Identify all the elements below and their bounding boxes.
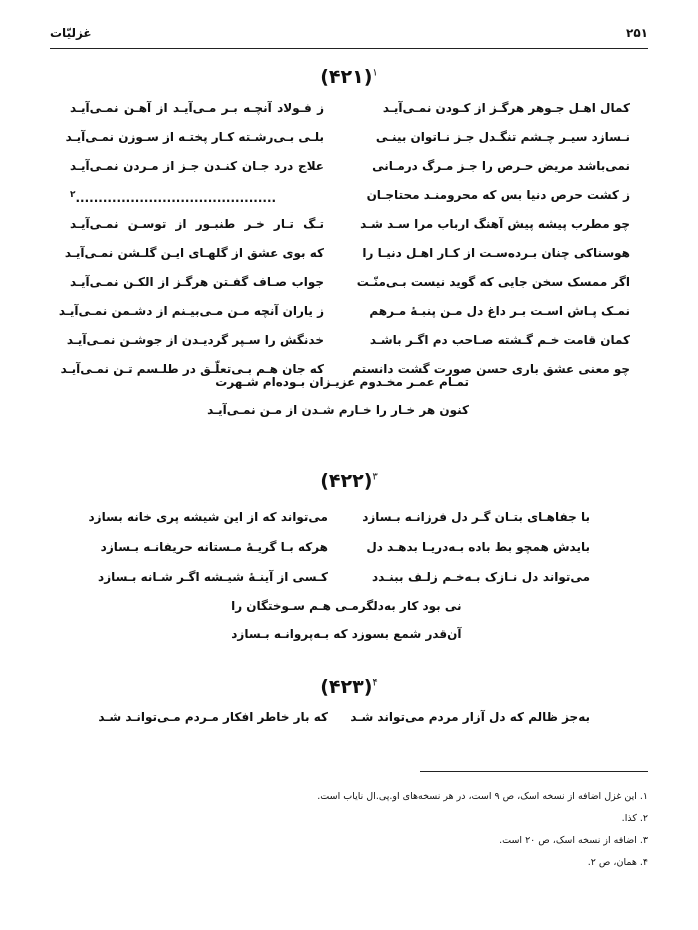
hemistich-right: ز کشت حرص دنیا بس که محرومنـد محتاجـان	[366, 188, 630, 202]
hemistich-left: که بار خاطر افکار مـردم مـی‌توانـد شـد	[98, 710, 328, 724]
footnote-mark: ۳	[372, 471, 378, 483]
hemistich-right: بایدش همچو بط باده بـه‌دریـا بدهـد دل	[366, 540, 590, 554]
closing-hemistich-2: کنون هر خـار را خـارم شـدن از مـن نمـی‌آیـد	[207, 403, 469, 417]
footnote: ۳. اضافه از نسخه اسک، ص ۲۰ است.	[499, 835, 648, 846]
footnotes	[50, 786, 648, 874]
hemistich-right: نمـک پـاش اسـت بـر داغ دل مـن پنبـهٔ مـرهم	[369, 304, 630, 318]
couplet	[66, 328, 630, 352]
ghazal-number: (۴۲۱)	[320, 66, 373, 88]
hemistich-left: ز فـولاد آنچـه بـر مـی‌آیـد از آهـن نمـی‌آیـد	[70, 101, 324, 115]
couplet	[65, 125, 630, 149]
hemistich-right: نمی‌باشد مریض حـرص را جـز مـرگ درمـانی	[372, 159, 630, 173]
hemistich-left: ز یاران آنچه مـن مـی‌بیـنم از دشـمن نمـی‌آیـد	[58, 304, 324, 318]
hemistich-right: چو معنی عشق باری حسن صورت گشت دانستم	[352, 362, 630, 376]
hemistich-left: تـگ تـار خـر طنبـور از توسـن نمـی‌آیـد	[70, 217, 324, 231]
footnote: ۴. همان، ص ۲.	[587, 857, 648, 868]
hemistich-left: که بوی عشق از گلهـای ایـن گلـشن نمـی‌آیـد	[64, 246, 324, 260]
closing-line	[0, 370, 698, 394]
dotted-line: ............................................	[75, 191, 277, 205]
hemistich-right: اگر ممسک سخن جایی که گوید نیست بـی‌منّـت	[356, 275, 630, 289]
hemistich-left: بلـی بـی‌رشـته کـار پختـه از سـوزن نمـی‌آیـد	[65, 130, 324, 144]
couplet	[70, 183, 630, 207]
ghazal-number: (۴۲۳)	[320, 676, 373, 698]
hemistich-left: جواب صـاف گفـتن هرگـز از الکـن نمـی‌آیـد	[70, 275, 324, 289]
running-title: غزلیّات	[50, 26, 92, 40]
hemistich-right: می‌تواند دل نـازک بـه‌خـم زلـف ببنـدد	[372, 570, 590, 584]
hemistich-left: کـسی از آینـهٔ شیـشه اگـر شـانه بـسازد	[98, 570, 328, 584]
hemistich-right: کمال اهـل جـوهر هرگـز از کـودن نمـی‌آیـد	[382, 101, 630, 115]
page-number: ۲۵۱	[626, 26, 648, 40]
hemistich-right: هوسناکی چنان بـرده‌سـت از کـار اهـل دنیـا را	[362, 246, 630, 260]
couplet	[70, 96, 630, 120]
closing-hemistich-1: تمـام عمـر مخـدوم عزیـزان بـوده‌ام شـهرت	[215, 375, 469, 389]
hemistich-left: هرکه بـا گریـهٔ مـستانه حریفانـه بـسازد	[100, 540, 328, 554]
footnote-mark: ۱	[372, 67, 378, 79]
closing-line	[0, 398, 698, 422]
couplet	[88, 505, 590, 529]
couplet	[64, 241, 630, 265]
couplet	[70, 154, 630, 178]
footnote-rule	[420, 771, 648, 772]
footnote-mark: ۴	[372, 677, 378, 689]
couplet	[98, 565, 590, 589]
ghazal-number: (۴۲۲)	[320, 470, 373, 492]
hemistich-right: کمان قامت خـم گـشته صـاحب دم اگـر باشـد	[369, 333, 630, 347]
hemistich-right: چو مطرب پیشه پیش آهنگ ارباب مرا سـد شـد	[360, 217, 630, 231]
couplet	[58, 299, 630, 323]
ghazal-heading-422	[0, 470, 698, 492]
hemistich-left: می‌تواند که از این شیشه پری خانه بسازد	[88, 510, 328, 524]
closing-hemistich-1: نی بود کار به‌دلگرمـی هـم سـوختگان را	[231, 599, 462, 613]
footnote: ۲. کذا.	[621, 813, 648, 824]
footnote-mark: ۲	[70, 190, 76, 200]
couplet	[70, 270, 630, 294]
hemistich-left: که جان هـم بـی‌تعلّـق در طلـسم تـن نمـی‌آیـد	[60, 362, 324, 376]
couplet	[70, 212, 630, 236]
hemistich-missing	[70, 183, 324, 210]
couplet	[98, 705, 590, 729]
footnote: ۱. این غزل اضافه از نسخه اسک، ص ۹ است، در هر نسخه‌های او.پی.ال نایاب است.	[317, 791, 648, 802]
ghazal-heading-423	[0, 676, 698, 698]
hemistich-right: نـسازد سیـر چـشم تنگـدل جـز نـاتوان بینـی	[375, 130, 630, 144]
ghazal-heading-421	[0, 66, 698, 88]
header-rule	[50, 48, 648, 49]
closing-line	[0, 594, 698, 618]
hemistich-left: خدنگش را سـپر گردیـدن از جوشـن نمـی‌آیـد	[66, 333, 324, 347]
hemistich-right: با جفاهـای بتـان گـر دل فرزانـه بـسازد	[362, 510, 590, 524]
hemistich-left: علاج درد جـان کنـدن جـز از مـردن نمـی‌آیـد	[70, 159, 324, 173]
closing-hemistich-2: آن‌قدر شمع بسوزد که بـه‌پروانـه بـسازد	[231, 627, 462, 641]
closing-line	[0, 622, 698, 646]
page-header	[50, 22, 648, 44]
couplet	[100, 535, 590, 559]
hemistich-right: به‌جز ظالم که دل آزار مردم می‌تواند شـد	[350, 710, 590, 724]
